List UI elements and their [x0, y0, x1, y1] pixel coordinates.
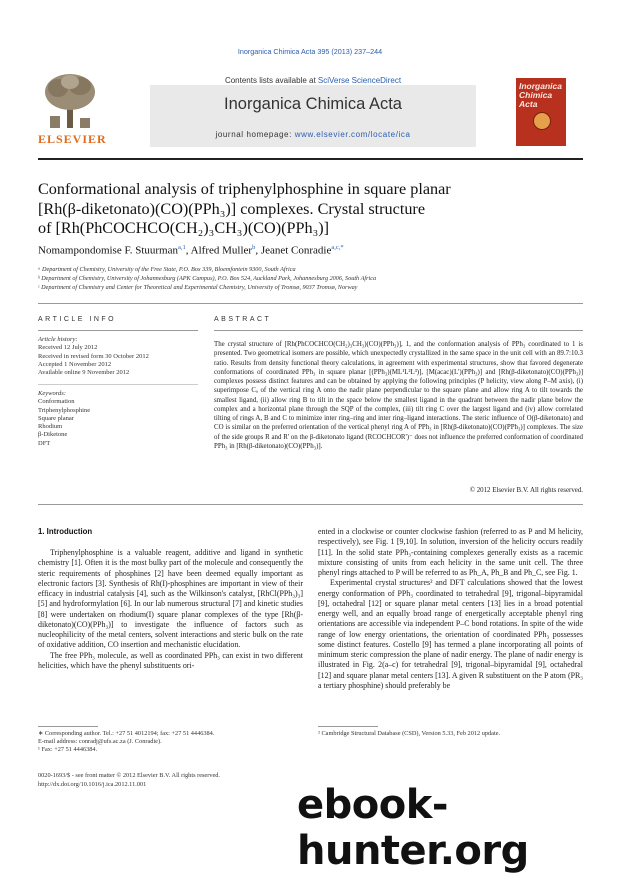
keyword: Triphenylphosphine: [38, 406, 91, 414]
footnote: ∗ Corresponding author. Tel.: +27 51 4012194; fax: +27 51 4446384.: [38, 730, 215, 737]
keyword: Square planar: [38, 414, 74, 422]
author-affil-mark[interactable]: a,1: [177, 244, 186, 251]
history-item: Received in revised form 30 October 2012: [38, 352, 149, 360]
history-item: Accepted 1 November 2012: [38, 360, 112, 368]
divider: [38, 330, 198, 331]
author-affil-mark[interactable]: b: [252, 244, 256, 251]
article-history: [38, 336, 198, 377]
sciencedirect-link[interactable]: SciVerse ScienceDirect: [317, 76, 402, 85]
journal-title: Inorganica Chimica Acta: [224, 95, 402, 113]
paragraph: ented in a clockwise or counter clockwise fashion (referred to as P and M helicity, respectively), see Fig. 1 [9,10]. In solution, inversion of the helicity occurs readily [11]. In the solid state PPh₃-containing complexes generally exists as a racemic mixture consisting of units from each helicity in the same unit cell. The three phenyl rings attached to P will be referred to as Ph_A, Ph_B and Ph_C, see Fig. 1.: [318, 527, 583, 577]
paragraph: Triphenylphosphine is a valuable reagent, additive and ligand in synthetic chemistry [1]. Often it is the most bulky part of the molecule and consequently the steric requirements of phosphines [2] have been deemed equally important as electronic factors [3]. Synthesis of Rh(I)-phosphines are important in view of their efficacy in industrial catalysis [4], such as the Wilkinson's catalyst, [RhCl(PPh₃)₃] [5] and hydroformylation [6]. In our lab numerous structural [7] and kinetic studies [8] were undertaken on rhodium(I) square planar complexes of the type [Rh(β-diketonato)(CO)(PPh₃)] to investigate the influence of factors such as nucleophilicity of the metal centers, solvent interactions and steric bulk on the rate of oxidative addition, CO insertion and mechanistic elucidation.: [38, 548, 303, 650]
elsevier-tree-icon: [42, 72, 98, 130]
keyword: Conformation: [38, 398, 75, 406]
footnote-divider: [38, 726, 98, 727]
footnote: E-mail address: conradj@ufs.ac.za (J. Conradie).: [38, 738, 162, 745]
history-item: Available online 9 November 2012: [38, 369, 130, 377]
citation-line[interactable]: Inorganica Chimica Acta 395 (2013) 237–244: [237, 47, 383, 56]
article-info-heading: ARTICLE INFO: [38, 316, 117, 323]
affiliation: ᵃ Department of Chemistry, University of the Free State, P.O. Box 339, Bloemfontein 9300, South Africa: [38, 266, 296, 273]
body-column-right: [318, 527, 583, 691]
affiliation: ᵇ Department of Chemistry, University of Johannesburg (APK Campus), P.O. Box 524, Auckland Park, Johannesburg 2006, South Africa: [38, 275, 377, 282]
homepage-prefix: journal homepage:: [215, 130, 295, 139]
affiliation: ᶜ Department of Chemistry and Center for Theoretical and Experimental Chemistry, University of Tromsø, 9037 Tromsø, Norway: [38, 284, 358, 291]
keyword: β-Diketone: [38, 431, 68, 439]
section-heading: 1. Introduction: [38, 527, 93, 536]
copyright: © 2012 Elsevier B.V. All rights reserved.: [469, 487, 583, 494]
cover-emblem-icon: [533, 112, 551, 130]
body-column-left: [38, 548, 303, 671]
divider: [38, 384, 198, 385]
title-line-3: of [Rh(PhCOCHCO(CH₂)₃CH₃)(CO)(PPh₃)]: [38, 219, 330, 237]
footnote-divider: [318, 726, 378, 727]
keyword: DFT: [38, 439, 51, 447]
abstract-heading: ABSTRACT: [214, 316, 272, 323]
keywords: [38, 390, 198, 448]
journal-cover: [516, 78, 566, 146]
article-title: [38, 180, 583, 239]
publisher-name: ELSEVIER: [38, 132, 107, 146]
cover-title: Inorganica Chimica Acta: [519, 81, 562, 109]
footnote-right: ² Cambridge Structural Database (CSD), Version 5.33, Feb 2012 update.: [318, 730, 501, 737]
doi-link[interactable]: http://dx.doi.org/10.1016/j.ica.2012.11.001: [38, 781, 147, 788]
homepage-line: [150, 130, 476, 139]
title-line-2: [Rh(β-diketonato)(CO)(PPh₃)] complexes. Crystal structure: [38, 199, 426, 218]
keywords-label: Keywords:: [38, 390, 66, 397]
header-divider: [38, 158, 583, 160]
keyword: Rhodium: [38, 423, 63, 431]
author-name: Jeanet Conradie: [260, 244, 332, 257]
divider: [38, 303, 583, 304]
issn-line: 0020-1693/$ - see front matter © 2012 Elsevier B.V. All rights reserved.: [38, 772, 220, 779]
author-name: Nomampondomise F. Stuurman: [38, 244, 178, 257]
homepage-link[interactable]: www.elsevier.com/locate/ica: [294, 130, 411, 139]
divider: [214, 330, 583, 331]
author-name: Alfred Muller: [190, 244, 253, 257]
elsevier-logo: [38, 72, 107, 148]
author-affil-mark[interactable]: a,c,*: [331, 244, 344, 251]
contents-prefix: Contents lists available at: [224, 76, 318, 85]
abstract-text: The crystal structure of [Rh(PhCOCHCO(CH₂)₃CH₃)(CO)(PPh₃)], 1, and the conformation analysis of PPh₃ coordinated to 1 is presented. Two geometrical isomers are possible, which unexpectedly crystallized in the same space in the unit cell with an 89.7:10.3 ratio. Results from density functional theory calculations, in agreement with experimental structures, show that favored degenerate conformations of coordinated PPh₃ in square planar [(PPh₃)(ML¹L²L³)], [M(acac)(L')(PPh₃)] and [Rh(β-diketonato)(CO)(PPh₃)] complexes possess distinct features and can be obtained by applying the following principles (P helicity, view along P–M axis), (i) superimpose Cₐ of the vertical ring A onto the nadir plane perpendicular to the square plane and allow ring A to tilt towards the smallest ligand, (ii) allow ring B to tilt in the space below the smallest ligand in the quadrant between the nadir plane below the complex and a horizontal plane through the SQP of the complex, (iii) tilt ring C over the largest ligand and (iv) allow correlated tilting of rings A, B and C to minimize inter ring–ring and inter ring–ligand interactions. The steric influence of O(β-diketonato) and CO is similar on the preferred orientation of the vertical phenyl ring A of PPh₃ in [Rh(β-diketonato)(CO)(PPh₃)] complexes. The size of the side groups R and R' on the β-diketonato ligand (RCOCHCOR')⁻ does not influence the preferred conformation of coordinated PPh₃ in [Rh(β-diketonato)(CO)(PPh₃)].: [214, 341, 583, 450]
watermark: ebook-hunter.org: [297, 782, 529, 874]
history-item: Received 12 July 2012: [38, 344, 98, 352]
history-label: Article history:: [38, 336, 78, 343]
paragraph: Experimental crystal structures² and DFT calculations showed that the lowest energy conformation of PPh₃ coordinated to tetrahedral [9], trigonal–bipyramidal [9], octahedral [12] or square planar metal centers [13] lies in a broad potential energy well, and an equally broad range of energetically acceptable phenyl ring orientations are accessible via independent P–C bond rotations. In spite of the wide range of low energy orientations, the orientation of coordinated PPh₃ possesses some distinct features. Costello [9] has termed a plane incorporating all points of minimum steric compression the plane of nadir energy. The plane of nadir energy is illustrated in Fig. 2(a–c) for tetrahedral [9], trigonal–bipyramidal [9], octahedral [12] and square planar metal centers [13]. A given R substituent on the P atom (PR₃ a tertiary phosphine) should preferably be: [318, 578, 583, 690]
contents-line: [150, 76, 476, 85]
footnotes-left: [38, 730, 303, 754]
paragraph: The free PPh₃ molecule, as well as coordinated PPh₃ can exist in two different helicities, which have the phenyl substituents ori-: [38, 650, 303, 670]
affiliations: [38, 265, 583, 292]
journal-header: [38, 72, 583, 152]
footnote: ¹ Fax: +27 51 4446384.: [38, 746, 98, 753]
divider: [38, 504, 583, 505]
author-list: Nomampondomise F. Stuurman$^{a,1}$, Alfred Muller$^b$, Jeanet Conradie$^{a,c,*}$: [38, 244, 344, 257]
title-line-1: Conformational analysis of triphenylphosphine in square planar: [38, 180, 451, 198]
